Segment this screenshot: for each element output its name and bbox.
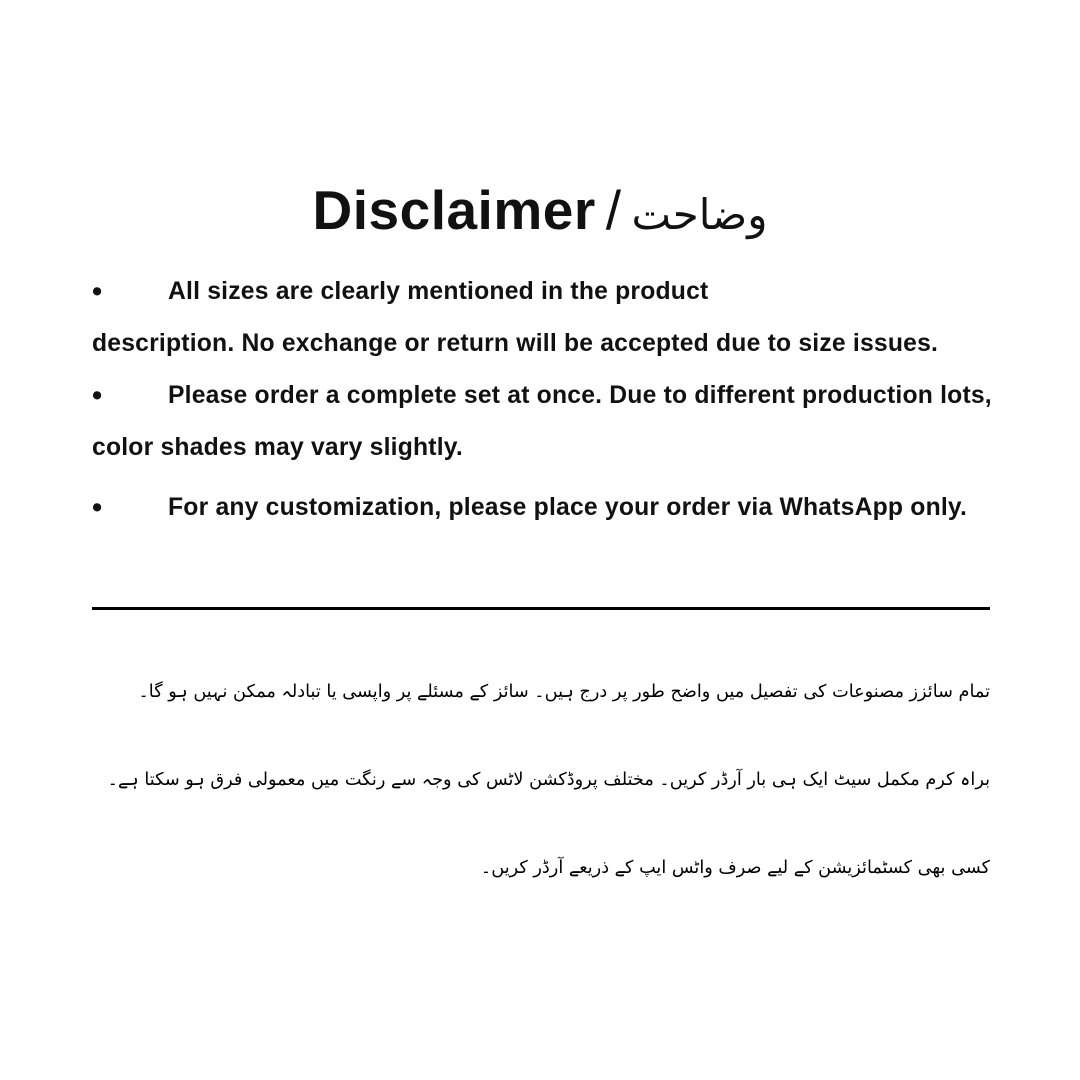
page-title-english: Disclaimer	[312, 179, 596, 241]
bullet-line: For any customization, please place your order via WhatsApp only.	[168, 494, 968, 521]
title-separator: /	[605, 179, 622, 241]
disclaimer-list-en	[92, 266, 990, 534]
page-title	[0, 178, 1080, 242]
bullet-item-sizes	[92, 266, 990, 370]
bullet-line: All sizes are clearly mentioned in the product	[168, 278, 709, 305]
bullet-item-customization	[92, 482, 990, 534]
bullet-icon: •	[92, 380, 103, 412]
page-title-urdu: وضاحت	[631, 190, 768, 239]
bullet-line: Please order a complete set at once. Due to different production lots,	[168, 382, 992, 409]
urdu-line-sizes: تمام سائزز مصنوعات کی تفصیل میں واضح طور پر درج ہیں۔ سائز کے مسئلے پر واپسی یا تبادلہ ممکن نہیں ہو گا۔	[138, 682, 990, 702]
urdu-line-complete-set: براہ کرم مکمل سیٹ ایک ہی بار آرڈر کریں۔ مختلف پروڈکشن لاٹس کی وجہ سے رنگت میں معمولی فرق ہو سکتا ہے۔	[107, 770, 990, 790]
bullet-item-complete-set	[92, 370, 990, 474]
bullet-line: color shades may vary slightly.	[92, 434, 463, 461]
bullet-line: description. No exchange or return will be accepted due to size issues.	[92, 330, 939, 357]
bullet-icon: •	[92, 492, 103, 524]
bullet-icon: •	[92, 276, 103, 308]
disclaimer-text-ur	[92, 648, 990, 912]
urdu-line-customization: کسی بھی کسٹمائزیشن کے لیے صرف واٹس ایپ کے ذریعے آرڈر کریں۔	[480, 858, 990, 878]
section-divider	[92, 607, 990, 610]
